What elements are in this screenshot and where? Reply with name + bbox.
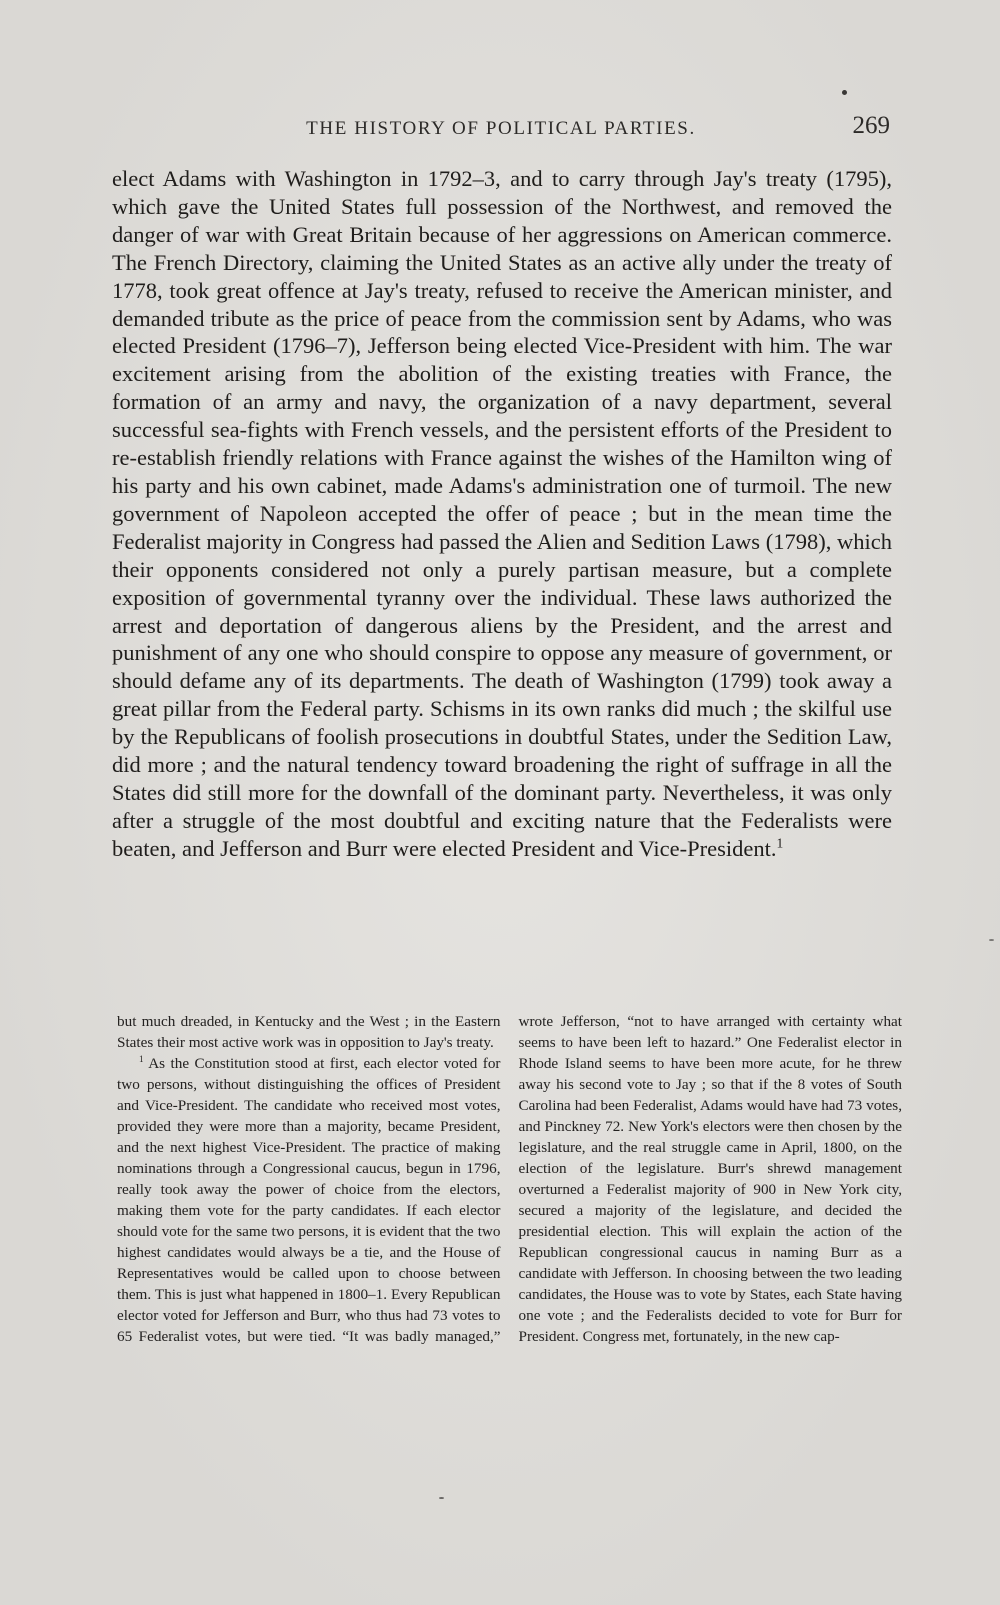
page-number: 269 — [852, 112, 890, 139]
main-paragraph — [112, 165, 892, 863]
footnote-1-marker: 1 — [139, 1053, 144, 1064]
footnote-reference[interactable]: 1 — [776, 835, 784, 851]
main-paragraph-text: elect Adams with Washington in 1792–3, and to carry through Jay's treaty (1795), which gave the United States full possession of the Northwest, and removed the danger of war with Great Britain because of her aggressions on American commerce. The French Directory, claiming the United States as an active ally under the treaty of 1778, took great offence at Jay's treaty, refused to receive the American minister, and demanded tribute as the price of peace from the commission sent by Adams, who was elected President (1796–7), Jefferson being elected Vice-President with him. The war excitement arising from the abolition of the existing treaties with France, the formation of an army and navy, the organization of a navy department, several successful sea-fights with French vessels, and the persistent efforts of the President to re-establish friendly relations with France against the wishes of the Hamilton wing of his party and his own cabinet, made Adams's administration one of turmoil. The new government of Napoleon accepted the offer of peace ; but in the mean time the Federalist majority in Congress had passed the Alien and Sedition Laws (1798), which their opponents considered not only a purely partisan measure, but a complete exposition of governmental tyranny over the individual. These laws authorized the arrest and deportation of dangerous aliens by the President, and the arrest and punishment of any one who should conspire to oppose any measure of government, or should defame any of its departments. The death of Washington (1799) took away a great pillar from the Federal party. Schisms in its own ranks did much ; the skilful use by the Republicans of foolish prosecutions in doubtful States, under the Sedition Law, did more ; and the natural tendency toward broadening the right of suffrage in all the States did still more for the downfall of the dominant party. Nevertheless, it was only after a struggle of the most doubtful and exciting nature that the Federalists were beaten, and Jefferson and Burr were elected President and Vice-President. — [112, 166, 892, 861]
page-header — [112, 112, 890, 146]
ink-speck — [989, 939, 994, 941]
footnote-continued: but much dreaded, in Kentucky and the West ; in the Eastern States their most active work was in opposition to Jay's treaty. — [117, 1013, 501, 1051]
footnote-1 — [117, 1011, 902, 1347]
footnote-1-text: As the Constitution stood at first, each elector voted for two persons, without distinguishing the offices of President and Vice-President. The candidate who received most votes, provided they were more than a majority, became President, and the next highest Vice-President. The practice of making nominations through a Congressional caucus, begun in 1796, really took away the power of choice from the electors, making them vote for the party candidates. If each elector should vote for the same two persons, it is evident that the two highest candidates would always be a tie, and the House of Representatives would be called upon to choose between them. This is just what happened in 1800–1. Every Republican elector voted for Jefferson and Burr, who thus had 73 votes to 65 Federalist votes, but were tied. “It was badly managed,” wrote Jefferson, “not to have arranged with certainty what seems to have been left to hazard.” One Federalist elector in Rhode Island seems to have been more acute, for he threw away his second vote to Jay ; so that if the 8 votes of South Carolina had been Federalist, Adams would have had 73 votes, and Pinckney 72. New York's electors were then chosen by the legislature, and the real struggle came in April, 1800, on the election of the legislature. Burr's shrewd management overturned a Federalist majority of 900 in New York city, secured a majority of the legislature, and decided the presidential election. This will explain the action of the Republican congressional caucus in naming Burr as a candidate with Jefferson. In choosing between the two leading candidates, the House was to vote by States, each State having one vote ; and the Federalists decided to vote for Burr for President. Congress met, fortunately, in the new cap- — [117, 1013, 902, 1345]
ink-speck — [842, 90, 847, 95]
running-title: THE HISTORY OF POLITICAL PARTIES. — [306, 118, 696, 139]
ink-speck — [439, 1497, 444, 1499]
footnotes — [117, 1011, 902, 1451]
